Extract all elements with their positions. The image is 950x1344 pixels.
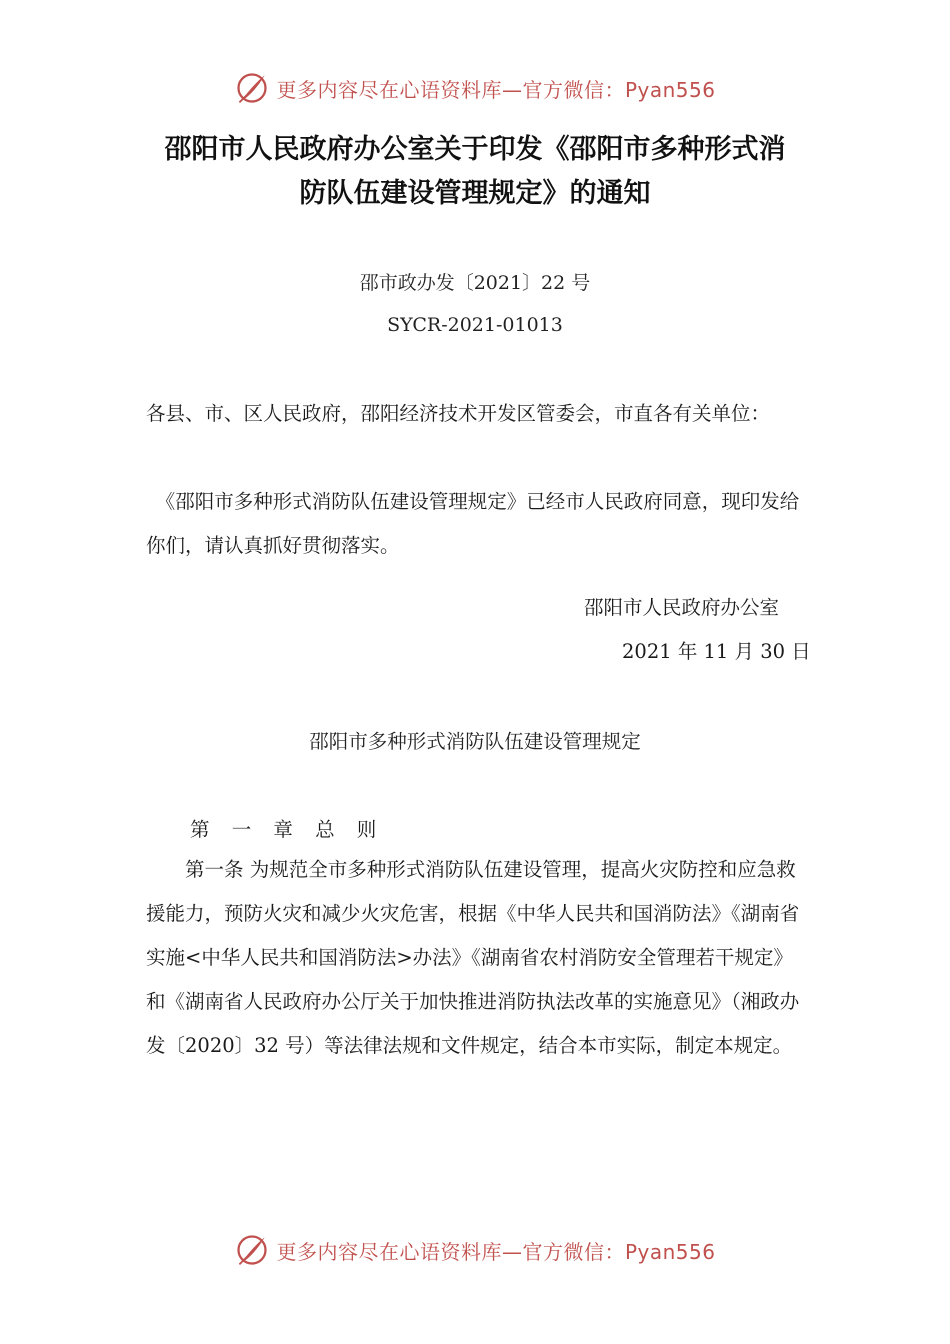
watermark-bottom (0, 1232, 950, 1268)
watermark-text: 更多内容尽在心语资料库—官方微信：Pyan556 (276, 1239, 716, 1264)
regulation-title: 邵阳市多种形式消防队伍建设管理规定 (309, 730, 641, 753)
watermark-top (0, 70, 950, 106)
chapter-heading: 第 一 章 总 则 (190, 818, 385, 841)
article-one: 第一条 为规范全市多种形式消防队伍建设管理，提高火灾防控和应急救援能力，预防火灾和减少火灾危害，根据《中华人民共和国消防法》《湖南省实施<中华人民共和国消防法>办法》《湖南省农村消防安全管理若干规定》和《湖南省人民政府办公厅关于加快推进消防执法改革的实施意见》（湘政办发〔2020〕32 号）等法律法规和文件规定，结合本市实际，制定本规定。 (146, 858, 800, 1057)
feather-logo-icon (234, 1232, 270, 1268)
notice-body: 《邵阳市多种形式消防队伍建设管理规定》已经市人民政府同意，现印发给你们，请认真抓好贯彻落实。 (146, 490, 800, 557)
doc-number: 邵市政办发〔2021〕22 号 (359, 272, 591, 294)
doc-code: SYCR-2021-01013 (387, 314, 563, 336)
issue-date: 2021 年 11 月 30 日 (622, 640, 811, 663)
feather-logo-icon (234, 70, 270, 106)
document-title-line-1: 邵阳市人民政府办公室关于印发《邵阳市多种形式消 (164, 134, 786, 165)
document-title-line-2: 防队伍建设管理规定》的通知 (299, 178, 651, 209)
recipients: 各县、市、区人民政府，邵阳经济技术开发区管委会，市直各有关单位： (146, 402, 771, 425)
watermark-text: 更多内容尽在心语资料库—官方微信：Pyan556 (276, 77, 716, 102)
issuer: 邵阳市人民政府办公室 (584, 596, 780, 619)
